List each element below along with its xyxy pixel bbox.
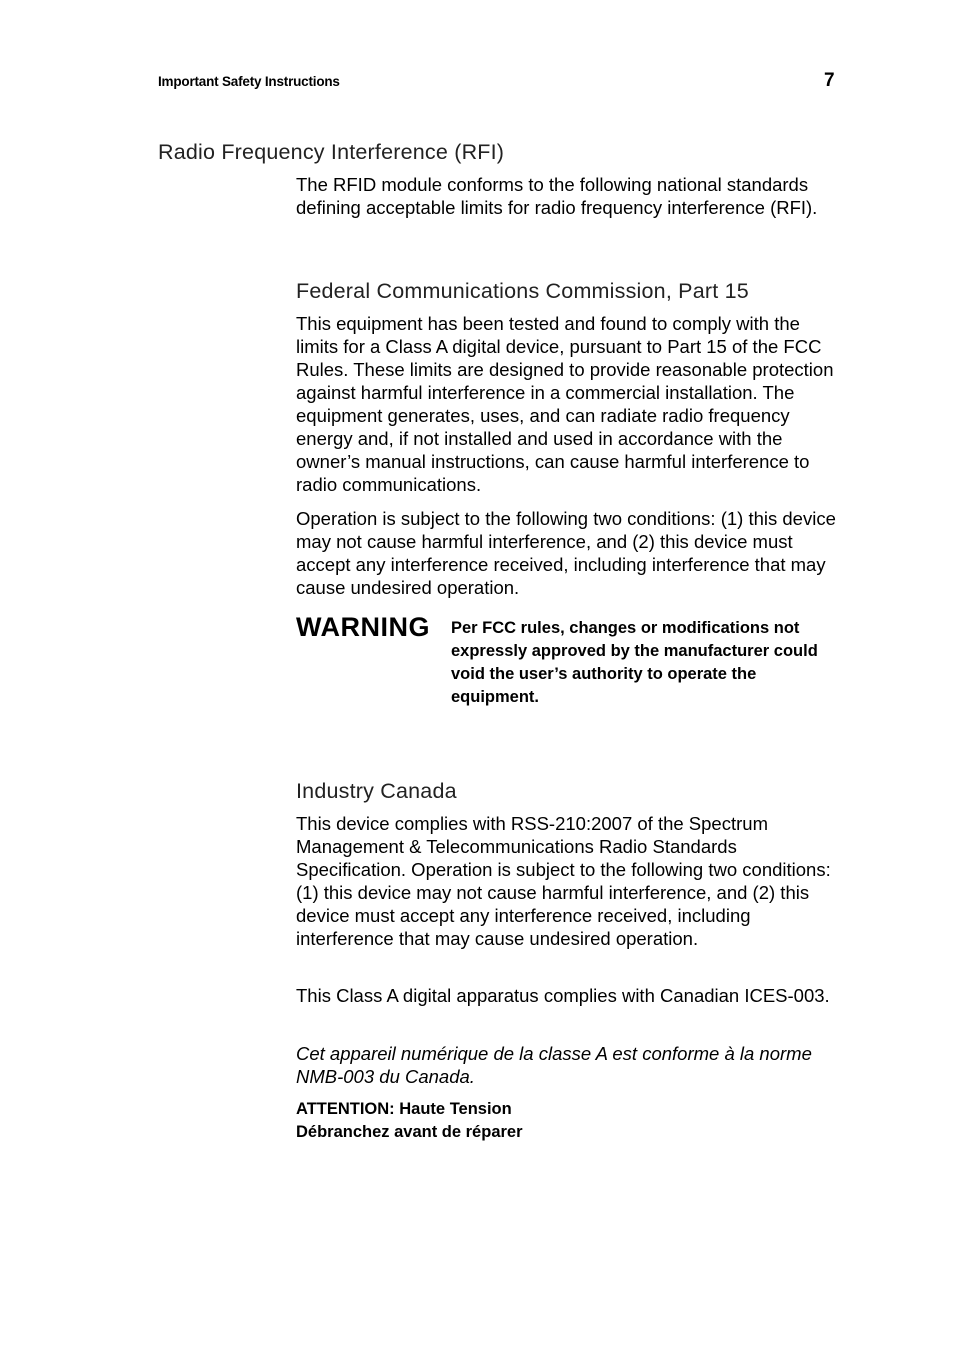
industry-canada-french-paragraph: Cet appareil numérique de la classe A est conforme à la norme NMB-003 du Canada.: [296, 1043, 812, 1087]
section-heading-rfi: Radio Frequency Interference (RFI): [158, 140, 505, 164]
industry-canada-paragraph-1: This device complies with RSS-210:2007 of the Spectrum Management & Telecommunications Radio Standards Specification. Operation is subject to the following two conditions: (1) this device may not cause harmful interference, and (2) this device must accept any interference received, including interference that may cause undesired operation.: [296, 813, 831, 949]
attention-line-1: ATTENTION: Haute Tension: [296, 1100, 512, 1118]
fcc-paragraph-2: Operation is subject to the following two conditions: (1) this device may not cause harmful interference, and (2) this device must accept any interference received, including interference that may cause undesired operation.: [296, 508, 836, 598]
section-heading-fcc: Federal Communications Commission, Part 15: [296, 279, 749, 303]
warning-text: Per FCC rules, changes or modifications not expressly approved by the manufacturer could void the user’s authority to operate the equipment.: [451, 619, 818, 706]
section-heading-industry-canada: Industry Canada: [296, 779, 457, 803]
running-header-title: Important Safety Instructions: [158, 74, 340, 89]
rfi-intro-paragraph: The RFID module conforms to the following national standards defining acceptable limits for radio frequency interference (RFI).: [296, 174, 818, 218]
attention-line-2: Débranchez avant de réparer: [296, 1123, 523, 1141]
fcc-paragraph-1: This equipment has been tested and found to comply with the limits for a Class A digital device, pursuant to Part 15 of the FCC Rules. These limits are designed to provide reasonable protection against harmful interference in a commercial installation. The equipment generates, uses, and can radiate radio frequency energy and, if not installed and used in accordance with the owner’s manual instructions, can cause harmful interference to radio communications.: [296, 313, 834, 495]
warning-label: WARNING: [296, 612, 430, 642]
industry-canada-paragraph-2: This Class A digital apparatus complies with Canadian ICES-003.: [296, 985, 830, 1006]
page-number: 7: [824, 70, 835, 91]
